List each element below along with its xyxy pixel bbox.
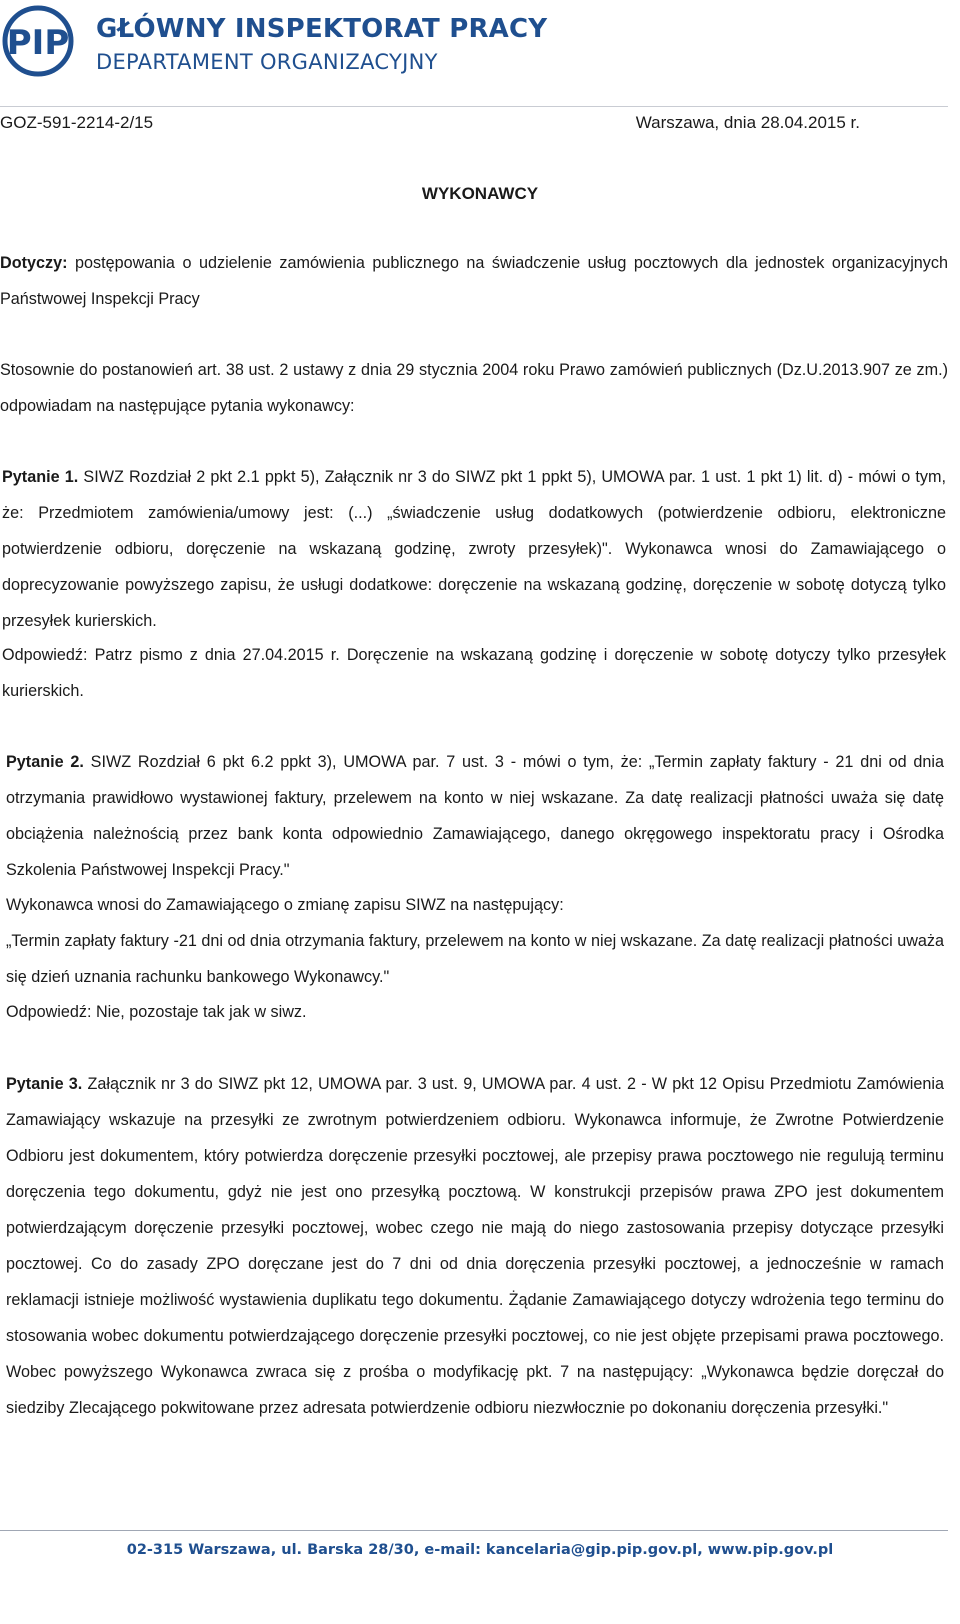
pip-logo-icon <box>2 4 74 78</box>
document-heading: WYKONAWCY <box>421 184 539 203</box>
question-2-request: Wykonawca wnosi do Zamawiającego o zmianę zapisu SIWZ na następujący: <box>6 896 564 914</box>
logo-lettering: PIP <box>6 23 70 63</box>
subject-text: postępowania o udzielenie zamówienia publicznego na świadczenie usług pocztowych dla jednostek organizacyjnych Państwowej Inspekcji Pracy <box>0 254 948 308</box>
question-2-label: Pytanie 2. <box>6 753 84 771</box>
footer-address: 02-315 Warszawa, ul. Barska 28/30, e-mail: kancelaria@gip.pip.gov.pl, www.pip.gov.pl <box>126 1542 834 1558</box>
question-3-label: Pytanie 3. <box>6 1075 83 1093</box>
question-2-proposal: „Termin zapłaty faktury -21 dni od dnia otrzymania faktury, przelewem na konto w niej wskazane. Za datę realizacji płatności uważa się dzień uznania rachunku bankowego Wykonawcy." <box>6 932 944 986</box>
answer-2: Odpowiedź: Nie, pozostaje tak jak w siwz. <box>6 1003 307 1021</box>
footer-divider <box>0 1530 948 1531</box>
reference-number: GOZ-591-2214-2/15 <box>0 113 154 132</box>
question-2 <box>6 744 944 888</box>
question-1-label: Pytanie 1. <box>2 468 79 486</box>
question-3-text: Załącznik nr 3 do SIWZ pkt 12, UMOWA par. 3 ust. 9, UMOWA par. 4 ust. 2 - W pkt 12 Opisu Przedmiotu Zamówienia Zamawiający wskazuje na przesyłki ze zwrotnym potwierdzeniem odbioru. Wykonawca informuje, że Zwrotne Potwierdzenie Odbioru jest dokumentem, który potwierdza doręczenie przesyłki pocztowej, ale przepisy prawa pocztowego nie regulują terminu doręczenia tego dokumentu, gdyż nie jest ono przesyłką pocztową. W konstrukcji przepisów prawa ZPO jest dokumentem potwierdzającym doręczenie przesyłki pocztowej, wobec czego nie mają do niego zastosowania przepisy dotyczące przesyłki pocztowej. Co do zasady ZPO doręczane jest do 7 dni od dnia doręczenia przesyłki pocztowej, a jednocześnie w ramach reklamacji istnieje możliwość wystawienia duplikatu tego dokumentu. Żądanie Zamawiającego dotyczy wdrożenia tego terminu do stosowania wobec dokumentu potwierdzającego doręczenie przesyłki pocztowej, co nie jest objęte przepisami prawa pocztowego. Wobec powyższego Wykonawca zwraca się z prośba o modyfikację pkt. 7 na następujący: „Wykonawca będzie doręczał do siedziby Zlecającego pokwitowane przez adresata potwierdzenie odbioru niezwłocznie po dokonaniu doręczenia przesyłki." <box>6 1075 944 1417</box>
document-date: Warszawa, dnia 28.04.2015 r. <box>635 113 860 132</box>
org-subtitle: DEPARTAMENT ORGANIZACYJNY <box>96 50 438 74</box>
subject-label: Dotyczy: <box>0 254 68 272</box>
question-2-text: SIWZ Rozdział 6 pkt 6.2 ppkt 3), UMOWA par. 7 ust. 3 - mówi o tym, że: „Termin zapłaty faktury - 21 dni od dnia otrzymania prawidłowo wystawionej faktury, przelewem na konto w niej wskazane. Za datę realizacji płatności uważa się datę obciążenia należnością przez bank konta odpowiednio Zamawiającego, danego okręgowego inspektoratu pracy i Ośrodka Szkolenia Państwowej Inspekcji Pracy." <box>6 753 944 879</box>
header-divider <box>0 106 948 107</box>
org-title: GŁÓWNY INSPEKTORAT PRACY <box>96 14 548 44</box>
question-3 <box>6 1066 944 1426</box>
intro-paragraph: Stosownie do postanowień art. 38 ust. 2 ustawy z dnia 29 stycznia 2004 roku Prawo zamówień publicznych (Dz.U.2013.907 ze zm.) odpowiadam na następujące pytania wykonawcy: <box>0 361 948 415</box>
question-1 <box>2 459 946 639</box>
question-1-text: SIWZ Rozdział 2 pkt 2.1 ppkt 5), Załącznik nr 3 do SIWZ pkt 1 ppkt 5), UMOWA par. 1 ust. 1 pkt 1) lit. d) - mówi o tym, że: Przedmiotem zamówienia/umowy jest: (...) „świadczenie usług dodatkowych (potwierdzenie odbioru, elektroniczne potwierdzenie odbioru, doręczenie na wskazaną godzinę, zwroty przesyłek)". Wykonawca wnosi do Zamawiającego o doprecyzowanie powyższego zapisu, że usługi dodatkowe: doręczenie na wskazaną godzinę, doręczenie w sobotę dotyczą tylko przesyłek kurierskich. <box>2 468 947 630</box>
answer-1: Odpowiedź: Patrz pismo z dnia 27.04.2015 r. Doręczenie na wskazaną godzinę i doręczenie w sobotę dotyczy tylko przesyłek kurierskich. <box>2 646 946 700</box>
subject-paragraph <box>0 245 948 317</box>
